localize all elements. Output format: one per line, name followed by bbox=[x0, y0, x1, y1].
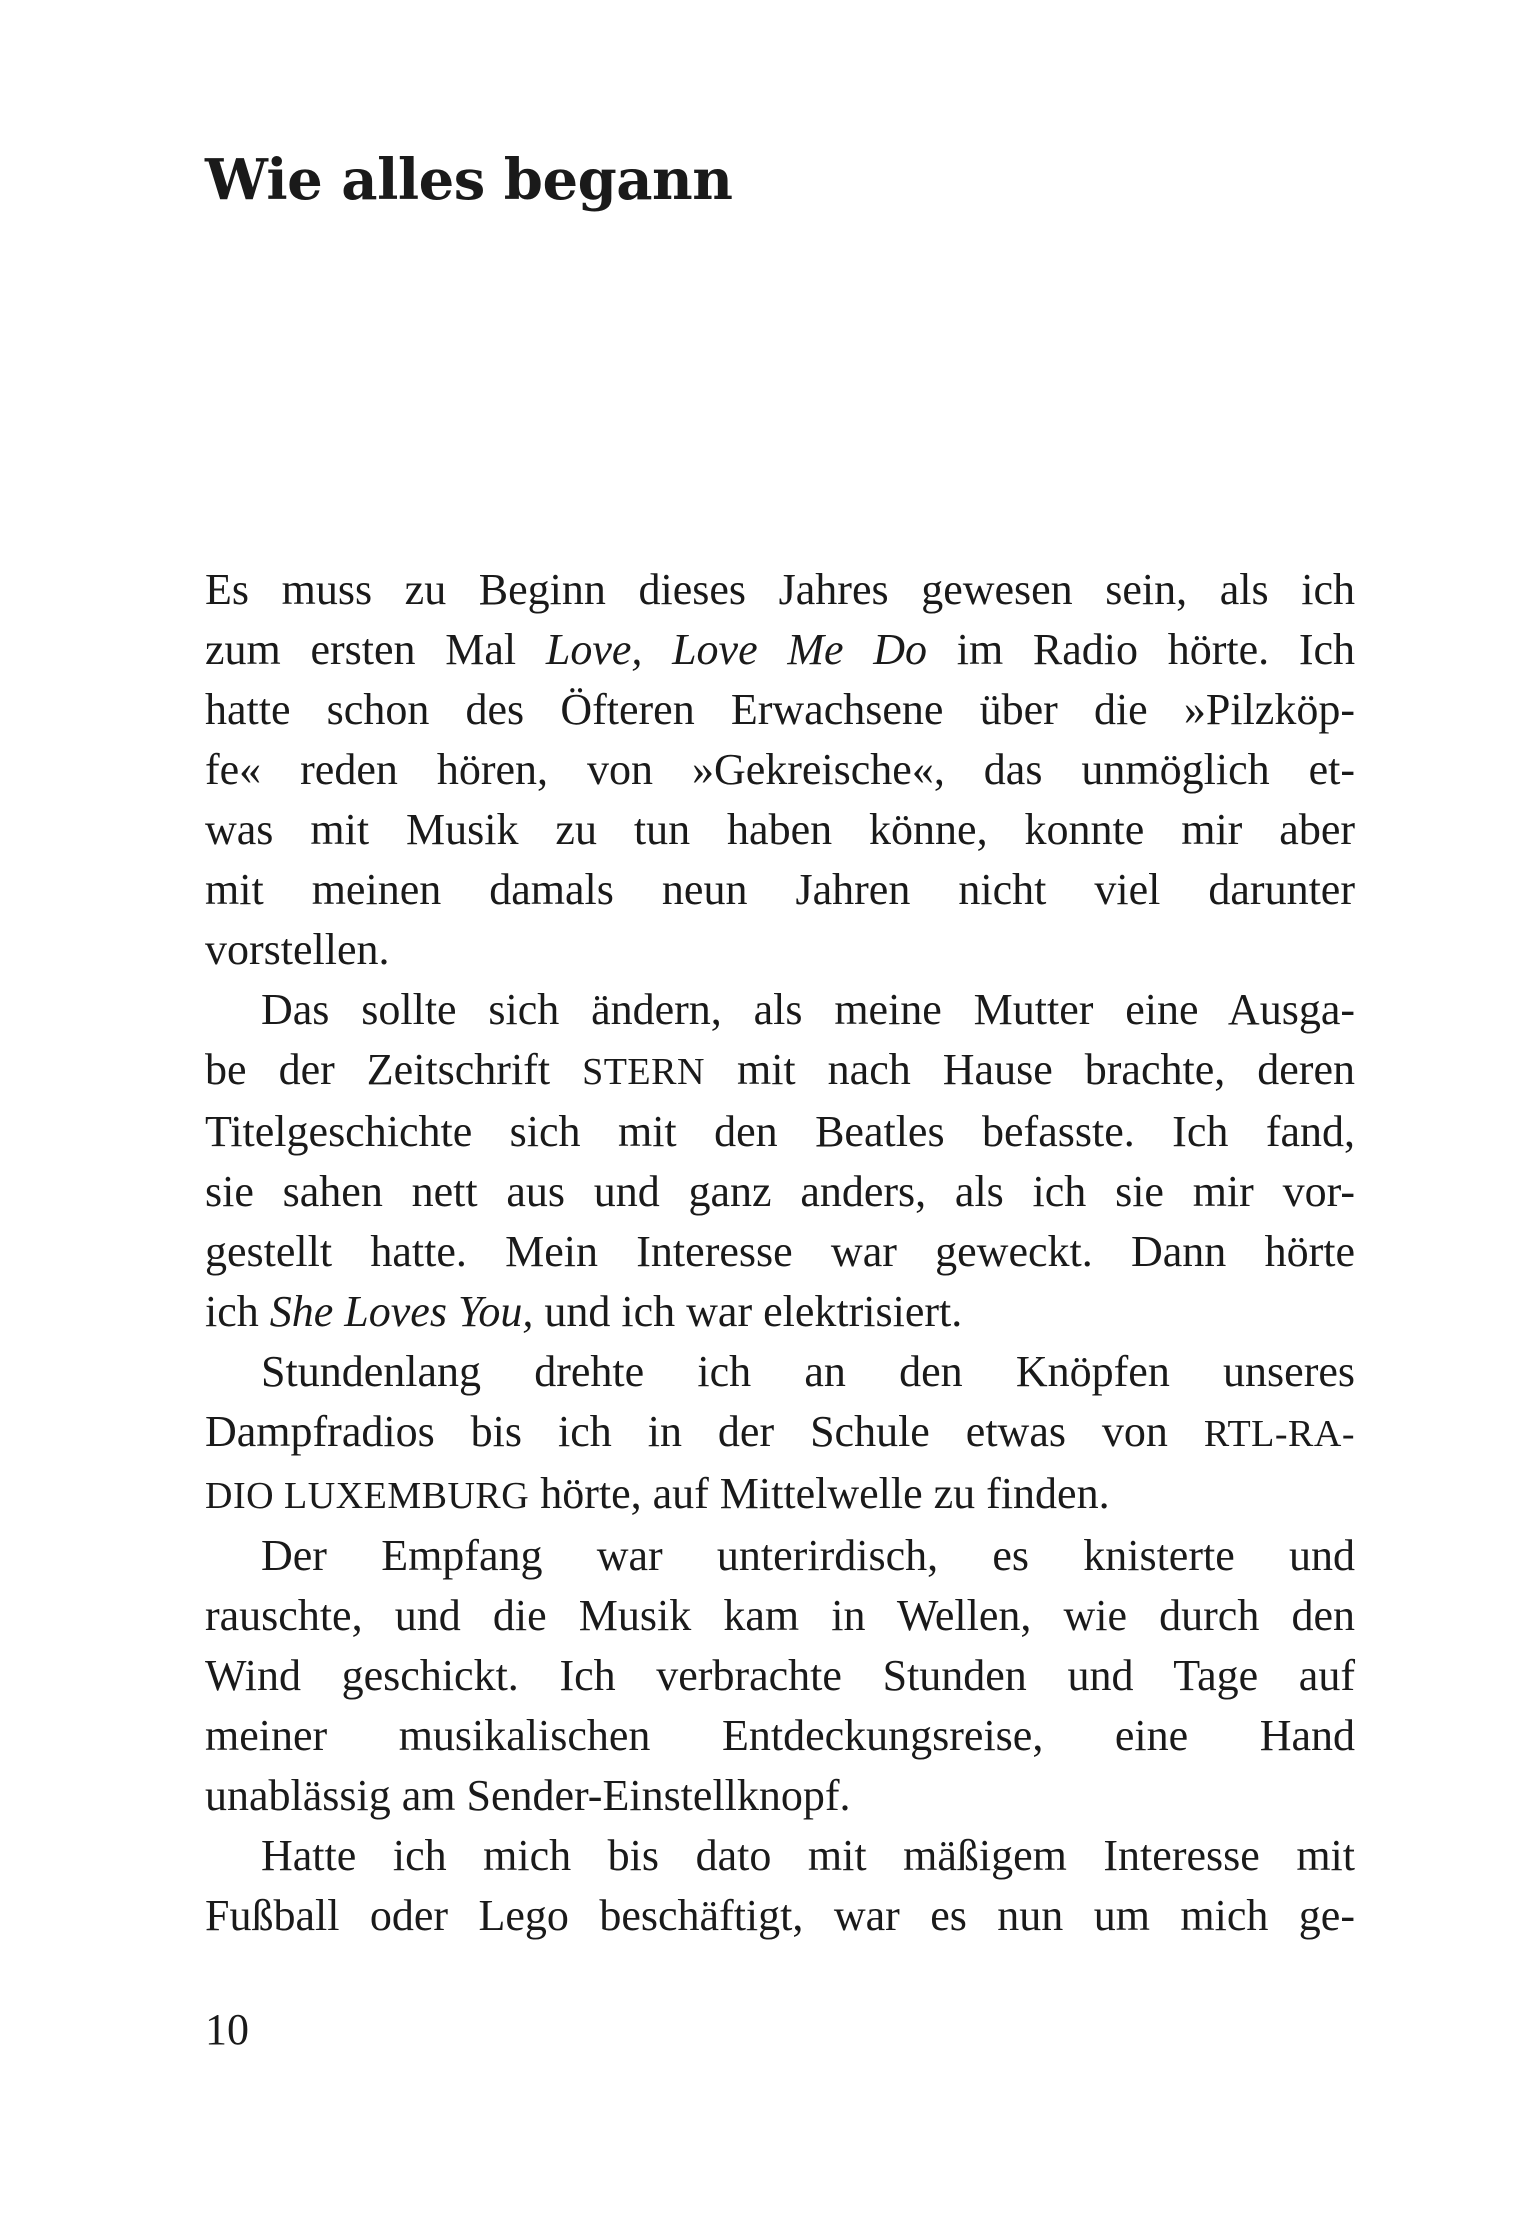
text-line bbox=[205, 1102, 1355, 1162]
text-line bbox=[205, 1826, 1355, 1886]
paragraph bbox=[205, 980, 1355, 1342]
text-run: Dampfradios bis ich in der Schule etwas von bbox=[205, 1407, 1204, 1456]
text-line bbox=[205, 1402, 1355, 1464]
text-line bbox=[205, 740, 1355, 800]
paragraph bbox=[205, 1342, 1355, 1526]
text-line bbox=[205, 1040, 1355, 1102]
text-run: Das sollte sich ändern, als meine Mutter eine Ausga- bbox=[261, 985, 1355, 1034]
text-line bbox=[205, 1526, 1355, 1586]
text-line bbox=[205, 800, 1355, 860]
text-run: mit nach Hause brachte, deren bbox=[704, 1045, 1355, 1094]
paragraph bbox=[205, 1526, 1355, 1826]
text-run: zum ersten Mal bbox=[205, 625, 546, 674]
text-line bbox=[205, 1282, 1355, 1342]
text-run: ich bbox=[205, 1287, 270, 1336]
text-run: was mit Musik zu tun haben könne, konnte mir aber bbox=[205, 805, 1355, 854]
text-line bbox=[205, 1342, 1355, 1402]
text-run: Es muss zu Beginn dieses Jahres gewesen sein, als ich bbox=[205, 565, 1355, 614]
text-run: hatte schon des Öfteren Erwachsene über die »Pilzköp- bbox=[205, 685, 1355, 734]
text-line bbox=[205, 620, 1355, 680]
text-line bbox=[205, 1586, 1355, 1646]
text-line bbox=[205, 1886, 1355, 1946]
text-run: Titelgeschichte sich mit den Beatles befasste. Ich fand, bbox=[205, 1107, 1355, 1156]
italic-title: Love, Love Me Do bbox=[545, 625, 928, 674]
text-line bbox=[205, 1646, 1355, 1706]
text-line bbox=[205, 1162, 1355, 1222]
paragraph bbox=[205, 1826, 1355, 1946]
italic-title: She Loves You, bbox=[269, 1287, 534, 1336]
text-line bbox=[205, 1464, 1355, 1526]
text-line bbox=[205, 1766, 1355, 1826]
text-run: vorstellen. bbox=[205, 925, 390, 974]
text-run: gestellt hatte. Mein Interesse war geweckt. Dann hörte bbox=[205, 1227, 1355, 1276]
text-run: Wind geschickt. Ich verbrachte Stunden und Tage auf bbox=[205, 1651, 1355, 1700]
text-line bbox=[205, 560, 1355, 620]
text-line bbox=[205, 1706, 1355, 1766]
small-caps-name: RTL-RA- bbox=[1203, 1413, 1355, 1455]
text-run: be der Zeitschrift bbox=[205, 1045, 583, 1094]
text-run: mit meinen damals neun Jahren nicht viel darunter bbox=[205, 865, 1355, 914]
small-caps-name: STERN bbox=[582, 1051, 705, 1093]
text-line bbox=[205, 1222, 1355, 1282]
chapter-body bbox=[205, 560, 1355, 1946]
text-run: im Radio hörte. Ich bbox=[927, 625, 1356, 674]
text-line bbox=[205, 980, 1355, 1040]
text-run: unablässig am Sender-Einstellknopf. bbox=[205, 1771, 851, 1820]
text-line bbox=[205, 920, 1355, 980]
text-run: hörte, auf Mittelwelle zu finden. bbox=[529, 1469, 1110, 1518]
page-number: 10 bbox=[205, 2005, 249, 2054]
text-run: sie sahen nett aus und ganz anders, als ich sie mir vor- bbox=[205, 1167, 1355, 1216]
text-run: rauschte, und die Musik kam in Wellen, wie durch den bbox=[205, 1591, 1355, 1640]
text-run: Der Empfang war unterirdisch, es knisterte und bbox=[261, 1531, 1355, 1580]
text-run: meiner musikalischen Entdeckungsreise, eine Hand bbox=[205, 1711, 1355, 1760]
text-run: und ich war elektrisiert. bbox=[533, 1287, 963, 1336]
text-line bbox=[205, 860, 1355, 920]
text-run: Fußball oder Lego beschäftigt, war es nun um mich ge- bbox=[205, 1891, 1355, 1940]
text-run: fe« reden hören, von »Gekreische«, das unmöglich et- bbox=[205, 745, 1355, 794]
text-run: Hatte ich mich bis dato mit mäßigem Interesse mit bbox=[261, 1831, 1355, 1880]
text-run: Stundenlang drehte ich an den Knöpfen unseres bbox=[261, 1347, 1355, 1396]
text-line bbox=[205, 680, 1355, 740]
small-caps-name: DIO LUXEMBURG bbox=[205, 1475, 530, 1517]
chapter-title: Wie alles begann bbox=[205, 147, 733, 213]
paragraph bbox=[205, 560, 1355, 980]
